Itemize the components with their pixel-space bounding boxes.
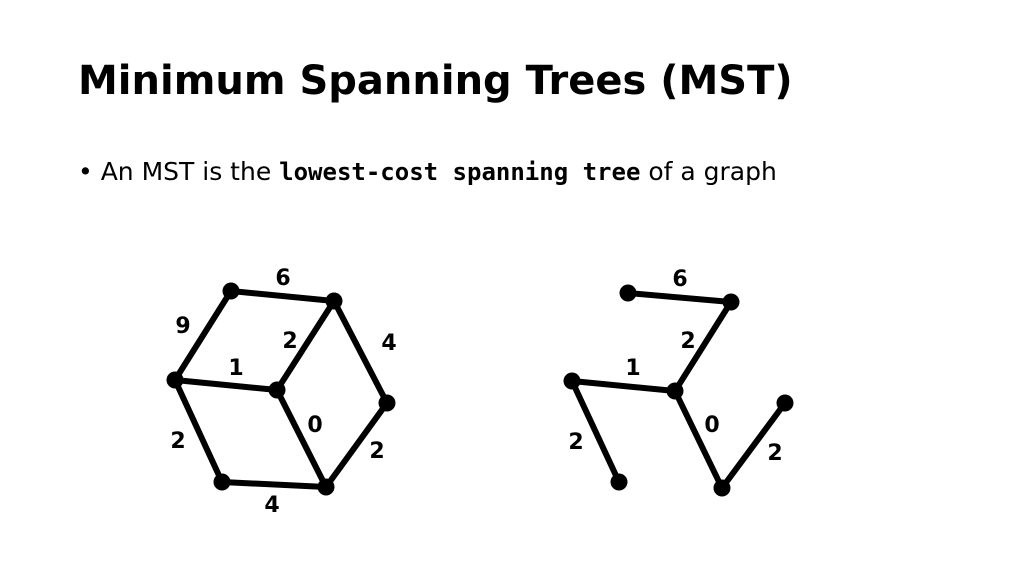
graph-node: [167, 372, 184, 389]
edge-weight-label: 0: [704, 413, 720, 438]
edge-weight-label: 6: [672, 267, 688, 292]
graph-node: [564, 373, 581, 390]
graph-edge: [628, 293, 731, 302]
edge-weight-label: 2: [369, 439, 385, 464]
edge-weight-label: 6: [275, 266, 291, 291]
edge-weight-label: 2: [170, 429, 186, 454]
graph-edge: [675, 391, 722, 488]
slide-title: Minimum Spanning Trees (MST): [78, 58, 793, 104]
edge-weight-label: 2: [767, 441, 783, 466]
edge-weight-label: 1: [625, 356, 641, 381]
graph-node: [318, 479, 335, 496]
graph-edge: [572, 381, 675, 391]
edge-weight-label: 2: [568, 430, 584, 455]
graph-node: [620, 285, 637, 302]
original-graph: [167, 266, 397, 518]
edge-weight-label: 9: [175, 314, 191, 339]
graph-node: [214, 474, 231, 491]
edge-weight-label: 0: [307, 413, 323, 438]
graph-node: [777, 395, 794, 412]
bullet-marker: •: [78, 157, 93, 186]
bullet-text-prefix: An MST is the: [100, 157, 280, 186]
graph-edge: [277, 390, 326, 487]
edge-weight-label: 4: [264, 493, 280, 518]
edge-weight-label: 4: [381, 331, 397, 356]
graph-node: [223, 283, 240, 300]
graph-edge: [231, 291, 334, 301]
edge-weight-label: 2: [680, 329, 696, 354]
graph-node: [723, 294, 740, 311]
bullet-text-suffix: of a graph: [640, 157, 777, 186]
edge-weight-label: 1: [228, 356, 244, 381]
graph-edge: [334, 301, 387, 403]
graph-node: [379, 395, 396, 412]
graph-node: [667, 383, 684, 400]
graph-node: [269, 382, 286, 399]
mst-graph: [564, 267, 794, 497]
graph-edge: [175, 380, 277, 390]
edge-weight-label: 2: [282, 329, 298, 354]
bullet-emphasis: lowest-cost spanning tree: [279, 158, 641, 186]
graph-node: [714, 480, 731, 497]
graph-node: [326, 293, 343, 310]
graph-node: [611, 474, 628, 491]
graph-edge: [222, 482, 326, 487]
